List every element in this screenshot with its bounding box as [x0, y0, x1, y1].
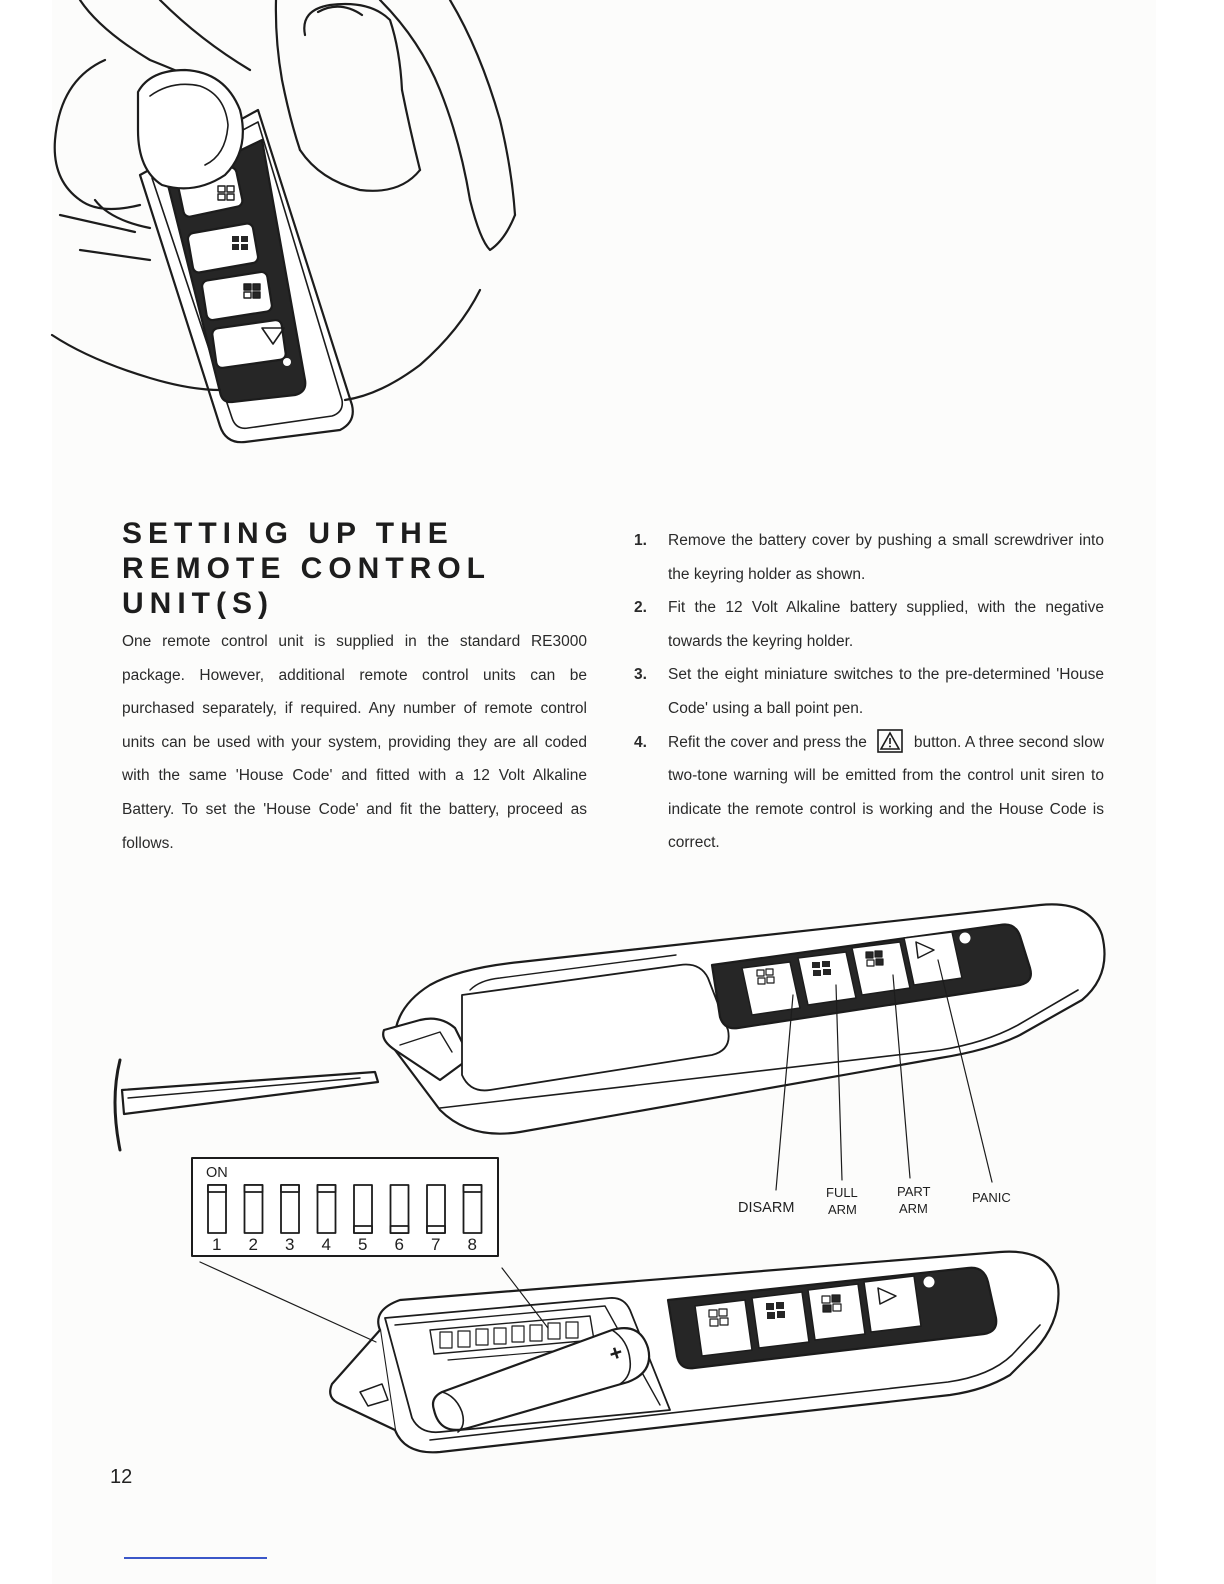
dip-switch-lever-4 — [318, 1185, 336, 1192]
step-text-after: button. A three second slow two-tone warning will be emitted from the control unit siren to indicate the remote control is working and the House Code is correct. — [668, 733, 1105, 852]
step-number: 4. — [634, 733, 647, 751]
dip-switch-number: 7 — [431, 1235, 441, 1254]
setup-steps — [634, 524, 1104, 860]
dip-switch-lever-2 — [245, 1185, 263, 1192]
dip-on-label: ON — [206, 1165, 228, 1181]
page-number: 12 — [110, 1466, 133, 1488]
remote-screwdriver-illustration — [115, 904, 1105, 1190]
label-part: PART — [897, 1184, 931, 1199]
dip-switch-number: 5 — [358, 1235, 368, 1254]
section-heading — [122, 516, 592, 621]
step-number: 3. — [634, 666, 647, 684]
label-part-arm: ARM — [899, 1201, 928, 1216]
step-3 — [634, 658, 1104, 725]
dip-switch-lever-3 — [281, 1185, 299, 1192]
step-text: Remove the battery cover by pushing a small screwdriver into the keyring holder as shown. — [668, 532, 1104, 583]
dip-switch-number: 8 — [467, 1235, 477, 1254]
hand-holding-remote-illustration — [52, 0, 515, 442]
label-panic: PANIC — [972, 1190, 1011, 1205]
dip-switch-number: 2 — [248, 1235, 258, 1254]
heading-line-3: UNIT(S) — [122, 587, 274, 620]
dip-switch-lever-5 — [354, 1226, 372, 1233]
dip-switch-number: 3 — [285, 1235, 295, 1254]
step-4 — [634, 726, 1104, 860]
dip-switch-lever-8 — [464, 1185, 482, 1192]
dip-switch-diagram — [192, 1158, 498, 1256]
open-remote-battery-illustration — [200, 1252, 1059, 1453]
label-full: FULL — [826, 1185, 858, 1200]
battery-plus-sign: + — [605, 1339, 626, 1367]
step-text: Set the eight miniature switches to the pre-determined 'House Code' using a ball point pen. — [668, 666, 1104, 717]
dip-switch-number: 6 — [394, 1235, 404, 1254]
dip-switch-lever-6 — [391, 1226, 409, 1233]
label-disarm: DISARM — [738, 1200, 795, 1216]
label-full-arm: ARM — [828, 1202, 857, 1217]
step-2 — [634, 591, 1104, 658]
heading-line-1: SETTING UP THE — [122, 517, 454, 550]
dip-switch-lever-1 — [208, 1185, 226, 1192]
step-text-before: Refit the cover and press the — [668, 733, 867, 751]
dip-switch-number: 1 — [212, 1235, 222, 1254]
dip-switch-lever-7 — [427, 1226, 445, 1233]
intro-paragraph: One remote control unit is supplied in the standard RE3000 package. However, additional remote control units can be purchased separately, if required. Any number of remote control units can be used with your system, providing they are all coded with the same 'House Code' and fitted with a 12 Volt Alkaline Battery. To set the 'House Code' and fit the battery, proceed as follows. — [122, 633, 587, 852]
step-number: 1. — [634, 532, 647, 549]
heading-line-2: REMOTE CONTROL — [122, 552, 491, 585]
step-1 — [634, 524, 1104, 591]
bottom-link-underline — [124, 1557, 267, 1559]
panic-triangle-icon — [877, 729, 903, 753]
step-number: 2. — [634, 599, 647, 617]
dip-switch-number: 4 — [321, 1235, 331, 1254]
step-text: Fit the 12 Volt Alkaline battery supplied, with the negative towards the keyring holder. — [668, 599, 1104, 650]
